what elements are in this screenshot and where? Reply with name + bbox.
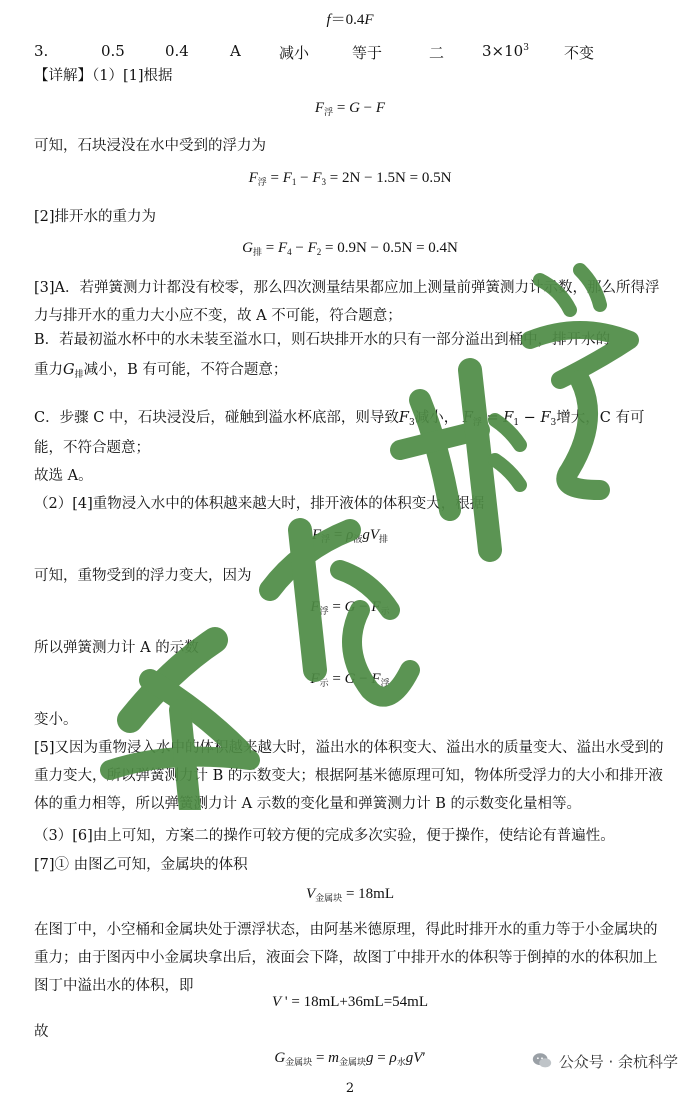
formula-metal-weight: $G_{金属块} = m_{金属块}g = \rho_水gV'$ — [274, 1050, 426, 1067]
para-13: [5]又因为重物浸入水中的体积越来越大时，溢出水的体积变大、溢出水的质量变大、溢出水受到的重力变大，所以弹簧测力计 B 的示数变大；根据阿基米德原理可知，物体所受浮力的大小和排开液体的重力相等，所以弹簧测力计 A 示数的变化量和弹簧测力计 B 的示数变化量相等。 — [34, 740, 664, 812]
formula-metal-volume: $V_{金属块} = 18mL$ — [306, 886, 394, 903]
formula-buoyancy-value: $F_浮 = F_1 - F_3 = 2N - 1.5N = 0.5N$ — [248, 170, 452, 187]
answer-2: 0.4 — [165, 42, 189, 60]
para-10: 可知，重物受到的浮力变大，因为 — [34, 568, 252, 584]
formula-displaced-weight: $G_排 = F_4 - F_2 = 0.9N - 0.5N = 0.4N$ — [242, 240, 458, 257]
para-2: [2]排开水的重力为 — [34, 209, 157, 225]
formula-buoyancy: $F_浮 = G - F$ — [314, 100, 386, 117]
para-6: C．步骤 C 中，石块浸没后，碰触到溢水杯底部，则导致$F_3$减小， $F_浮 = F_1 - F_3$增大，C 有可 — [34, 410, 645, 428]
brand-tag — [531, 1050, 678, 1072]
answer-3: A — [230, 42, 241, 60]
top-formula: f＝0.4F — [326, 12, 374, 28]
wechat-icon — [531, 1050, 553, 1072]
formula-total-volume: V ' = 18mL+36mL=54mL — [272, 994, 428, 1010]
para-15: [7]① 由图乙可知，金属块的体积 — [34, 857, 248, 873]
para-14: （3）[6]由上可知，方案二的操作可较方便的完成多次实验，便于操作，使结论有普遍性。 — [34, 828, 615, 844]
para-5: 重力$G_排$减小，B 有可能，不符合题意； — [34, 362, 288, 380]
answer-5: 等于 — [352, 44, 383, 62]
para-8: 故选 A。 — [34, 468, 93, 484]
answer-7: $3\times 10^3$ — [482, 42, 529, 60]
brand-text: 公众号 · 余杭科学 — [558, 1052, 678, 1071]
para-9: （2）[4]重物浸入水中的体积越来越大时，排开液体的体积变大，根据 — [34, 496, 485, 512]
answer-4: 减小 — [279, 44, 310, 62]
answer-8: 不变 — [564, 44, 595, 62]
watermark-calligraphy — [40, 250, 660, 810]
para-16: 在图丁中，小空桶和金属块处于漂浮状态，由阿基米德原理，得此时排开水的重力等于小金属块的重力；由于图丙中小金属块拿出后，液面会下降，故图丁中排开水的体积等于倒掉的水的体积加上图丁中溢出水的体积，即 — [34, 922, 658, 994]
answer-6: 二 — [429, 44, 445, 62]
para-11: 所以弹簧测力计 A 的示数 — [34, 640, 199, 656]
para-1: 可知，石块浸没在水中受到的浮力为 — [34, 138, 266, 154]
formula-reading: $F_示 = G - F_浮$ — [310, 671, 390, 688]
answer-number: 3. — [34, 42, 49, 60]
page-number: 2 — [345, 1081, 355, 1096]
para-17: 故 — [34, 1024, 49, 1040]
answer-1: 0.5 — [101, 42, 125, 60]
para-12: 变小。 — [34, 712, 78, 728]
formula-buoyancy-reading: $F_浮 = G - F_示$ — [310, 599, 390, 616]
para-3: [3]A．若弹簧测力计都没有校零，那么四次测量结果都应加上测量前弹簧测力计示数，那么所得浮力与排开水的重力大小应不变，故 A 不可能，符合题意； — [34, 280, 660, 324]
para-4: B．若最初溢水杯中的水未装至溢水口，则石块排开水的只有一部分溢出到桶中，排开水的 — [34, 332, 611, 348]
formula-archimedes: $F_浮 = \rho_液gV_排$ — [311, 527, 389, 544]
detail-header: 【详解】（1）[1]根据 — [34, 68, 173, 84]
para-7: 能，不符合题意； — [34, 440, 150, 456]
